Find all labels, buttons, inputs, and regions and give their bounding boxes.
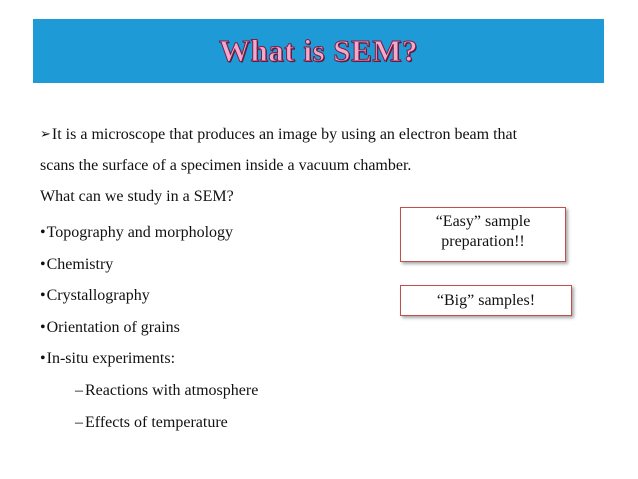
- sub-bullet-item: [75, 382, 258, 400]
- bullet-item: [40, 287, 150, 305]
- title-bar: [33, 19, 604, 83]
- intro-text-1: It is a microscope that produces an image by using an electron beam that: [51, 126, 518, 143]
- callout-easy-line-2: preparation!!: [441, 233, 525, 250]
- bullet-icon: •: [40, 350, 46, 367]
- callout-easy-line-1: “Easy” sample: [435, 213, 531, 230]
- arrow-bullet-icon: ➢: [40, 126, 51, 141]
- sub-bullet-label: Reactions with atmosphere: [85, 382, 259, 399]
- sub-bullet-item: [75, 414, 228, 432]
- bullet-label: In-situ experiments:: [46, 350, 176, 367]
- bullet-label: Chemistry: [46, 256, 114, 273]
- big-samples-callout: [400, 285, 572, 316]
- bullet-icon: •: [40, 256, 46, 273]
- bullet-item: [40, 224, 233, 242]
- bullet-icon: •: [40, 287, 46, 304]
- bullet-item: [40, 256, 113, 274]
- callout-big-text: “Big” samples!: [436, 292, 536, 309]
- bullet-label: Crystallography: [46, 287, 150, 304]
- slide-title: What is SEM?: [219, 33, 418, 68]
- dash-bullet-icon: –: [75, 382, 83, 399]
- bullet-label: Topography and morphology: [46, 224, 234, 241]
- bullet-item: [40, 350, 175, 368]
- bullet-icon: •: [40, 319, 46, 336]
- sub-bullet-label: Effects of temperature: [85, 414, 228, 431]
- dash-bullet-icon: –: [75, 414, 83, 431]
- question-line: What can we study in a SEM?: [40, 188, 234, 205]
- bullet-icon: •: [40, 224, 46, 241]
- bullet-item: [40, 319, 180, 337]
- intro-line-2: scans the surface of a specimen inside a vacuum chamber.: [40, 157, 412, 174]
- bullet-label: Orientation of grains: [46, 319, 180, 336]
- easy-preparation-callout: [400, 207, 566, 262]
- intro-line-1: [40, 126, 517, 144]
